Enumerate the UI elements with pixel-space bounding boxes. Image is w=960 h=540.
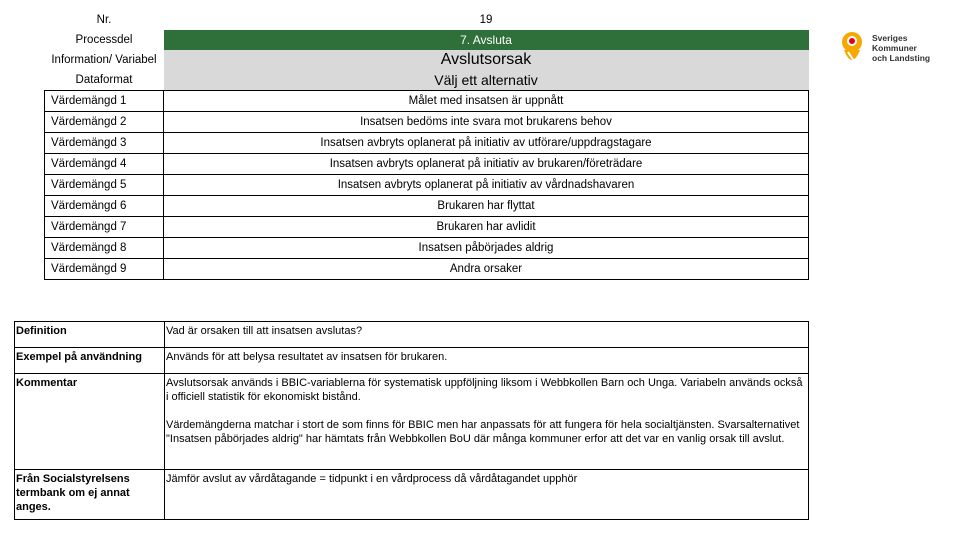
- comment-label: Kommentar: [15, 374, 165, 470]
- definition-row: [15, 322, 809, 348]
- example-text: Används för att belysa resultatet av insatsen för brukaren.: [165, 348, 809, 374]
- info-label: Information/ Variabel: [51, 54, 157, 66]
- value-set-label: Värdemängd 1: [45, 91, 164, 112]
- value-set-row: [45, 217, 809, 238]
- process-label: Processdel: [75, 34, 133, 46]
- value-set-row: [45, 154, 809, 175]
- skl-logo: [838, 28, 938, 68]
- logo-line-2: Kommuner: [872, 43, 917, 53]
- termbank-text: Jämför avslut av vårdåtagande = tidpunkt i en vårdprocess då vårdåtagandet upphör: [165, 470, 809, 520]
- value-set-row: [45, 196, 809, 217]
- value-set-row: [45, 91, 809, 112]
- comment-paragraph-1: Avslutsorsak används i BBIC-variablerna för systematisk uppföljning liksom i Webbkollen Barn och Unga. Variabeln används också i officiell statistik för ekonomiskt bistånd.: [166, 377, 803, 403]
- value-set-value: Målet med insatsen är uppnått: [164, 91, 809, 112]
- value-set-value: Insatsen påbörjades aldrig: [164, 238, 809, 259]
- comment-cell: [165, 374, 809, 470]
- value-set-row: [45, 112, 809, 133]
- value-set-label: Värdemängd 7: [45, 217, 164, 238]
- definition-text: Vad är orsaken till att insatsen avslutas?: [165, 322, 809, 348]
- value-set-value: Andra orsaker: [164, 259, 809, 280]
- value-set-label: Värdemängd 3: [45, 133, 164, 154]
- process-row: [45, 30, 809, 50]
- skl-logo-icon: [838, 28, 872, 68]
- process-value: 7. Avsluta: [164, 30, 809, 50]
- definition-label: Definition: [15, 322, 165, 348]
- value-set-value: Insatsen avbryts oplanerat på initiativ av vårdnadshavaren: [164, 175, 809, 196]
- value-set-row: [45, 259, 809, 280]
- variable-details-table: [14, 321, 809, 520]
- value-set-value: Insatsen avbryts oplanerat på initiativ av utförare/uppdragstagare: [164, 133, 809, 154]
- value-set-value: Brukaren har flyttat: [164, 196, 809, 217]
- value-set-value: Insatsen bedöms inte svara mot brukarens behov: [164, 112, 809, 133]
- value-set-label: Värdemängd 5: [45, 175, 164, 196]
- value-set-row: [45, 238, 809, 259]
- comment-row: [15, 374, 809, 470]
- skl-logo-text: [872, 33, 930, 63]
- value-set-value: Brukaren har avlidit: [164, 217, 809, 238]
- value-set-label: Värdemängd 9: [45, 259, 164, 280]
- info-value: Avslutsorsak: [164, 50, 809, 70]
- termbank-label: Från Socialstyrelsens termbank om ej annat anges.: [15, 470, 165, 520]
- variable-header-table: [44, 10, 809, 280]
- termbank-row: [15, 470, 809, 520]
- value-set-label: Värdemängd 2: [45, 112, 164, 133]
- logo-line-3: och Landsting: [872, 53, 931, 63]
- value-set-label: Värdemängd 4: [45, 154, 164, 175]
- nr-value: 19: [479, 14, 493, 26]
- logo-line-1: Sveriges: [872, 33, 908, 43]
- value-set-label: Värdemängd 6: [45, 196, 164, 217]
- example-row: [15, 348, 809, 374]
- nr-row: [45, 10, 809, 30]
- value-set-row: [45, 133, 809, 154]
- nr-label: Nr.: [96, 14, 112, 26]
- comment-paragraph-2: Värdemängderna matchar i stort de som finns för BBIC men har anpassats för att fungera för hela socialtjänsten. Svarsalternativet "Insatsen påbörjades aldrig" har hämtats från Webbkollen BoU där många kommuner erfor att det var en vanlig orsak till avslut.: [166, 419, 800, 445]
- format-row: [45, 70, 809, 91]
- info-row: [45, 50, 809, 70]
- format-value: Välj ett alternativ: [164, 70, 809, 91]
- format-label: Dataformat: [75, 74, 133, 86]
- value-set-row: [45, 175, 809, 196]
- example-label: Exempel på användning: [15, 348, 165, 374]
- value-set-value: Insatsen avbryts oplanerat på initiativ av brukaren/företrädare: [164, 154, 809, 175]
- value-set-label: Värdemängd 8: [45, 238, 164, 259]
